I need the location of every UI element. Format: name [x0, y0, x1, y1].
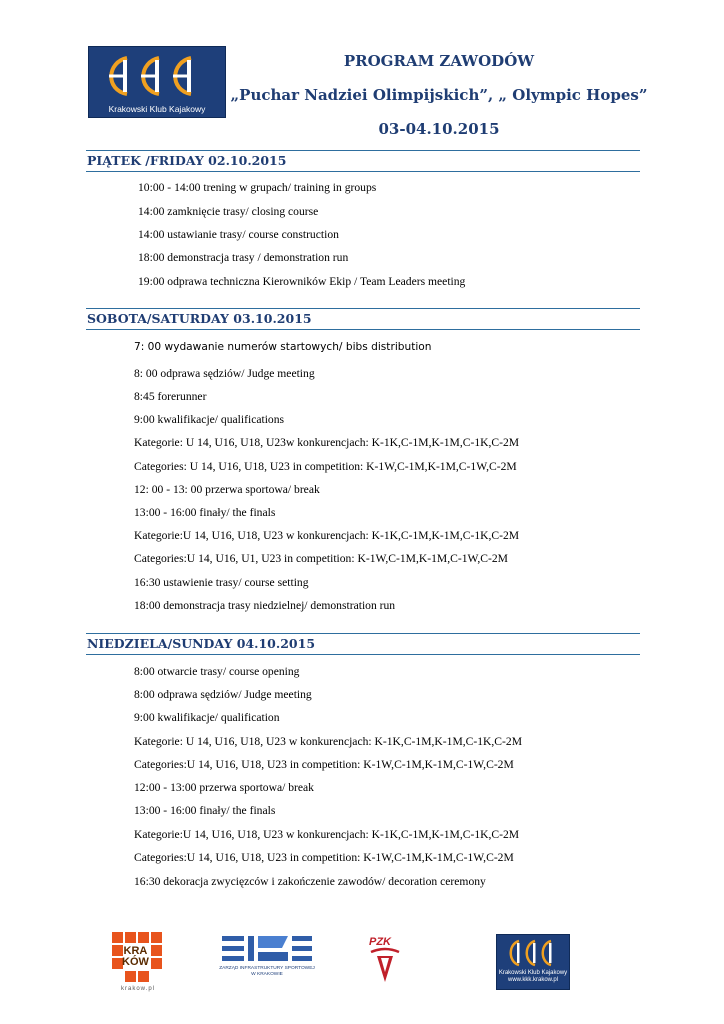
kkk-footer-caption: [497, 970, 569, 984]
schedule-item: 12:00 - 13:00 przerwa sportowa/ break: [134, 781, 314, 794]
section-saturday-heading: SOBOTA/SATURDAY 03.10.2015: [86, 308, 640, 330]
schedule-item: 9:00 kwalifikacje/ qualification: [134, 711, 280, 724]
schedule-item: Kategorie: U 14, U16, U18, U23w konkurencjach: K-1K,C-1M,K-1M,C-1K,C-2M: [134, 436, 520, 449]
schedule-item: 8: 00 odprawa sędziów/ Judge meeting: [134, 367, 315, 380]
schedule-item: Kategorie: U 14, U16, U18, U23 w konkurencjach: K-1K,C-1M,K-1M,C-1K,C-2M: [134, 735, 523, 748]
kkk-logo: [88, 46, 226, 118]
schedule-item: 8:00 otwarcie trasy/ course opening: [134, 665, 300, 678]
schedule-item: Categories:U 14, U16, U18, U23 in competition: K-1W,C-1M,K-1M,C-1W,C-2M: [134, 851, 514, 864]
title-line-2: „Puchar Nadziei Olimpijskich”, „ Olympic Hopes”: [230, 86, 648, 104]
schedule-item: 13:00 - 16:00 finały/ the finals: [134, 506, 276, 519]
schedule-item: 9:00 kwalifikacje/ qualifications: [134, 413, 285, 426]
schedule-item: 10:00 - 14:00 trening w grupach/ training in groups: [138, 181, 377, 194]
schedule-item: 18:00 demonstracja trasy / demonstration run: [138, 251, 349, 264]
schedule-item: Categories:U 14, U16, U18, U23 in competition: K-1W,C-1M,K-1M,C-1W,C-2M: [134, 758, 514, 771]
title-line-3: 03-04.10.2015: [378, 120, 500, 138]
schedule-item: Categories:U 14, U16, U1, U23 in competition: K-1W,C-1M,K-1M,C-1W,C-2M: [134, 552, 508, 565]
kkk-footer-name: Krakowski Klub Kajakowy: [498, 970, 568, 976]
zis-emblem-icon: [218, 934, 316, 966]
schedule-item: Categories: U 14, U16, U18, U23 in competition: K-1W,C-1M,K-1M,C-1W,C-2M: [134, 460, 517, 473]
schedule-item: 19:00 odprawa techniczna Kierowników Ekip / Team Leaders meeting: [138, 275, 466, 288]
logo-caption: Krakowski Klub Kajakowy: [108, 104, 206, 114]
document-title: [230, 44, 648, 146]
schedule-item: 16:30 ustawienie trasy/ course setting: [134, 576, 309, 589]
kkk-footer-url: www.kkk.krakow.pl: [507, 977, 558, 983]
zis-caption: ZARZĄD INFRASTRUKTURY SPORTOWEJ W KRAKOWIE: [219, 966, 315, 977]
schedule-item: 8:00 odprawa sędziów/ Judge meeting: [134, 688, 312, 701]
schedule-item: 12: 00 - 13: 00 przerwa sportowa/ break: [134, 483, 320, 496]
schedule-item: 16:30 dekoracja zwycięzców i zakończenie zawodów/ decoration ceremony: [134, 875, 486, 888]
schedule-item: 18:00 demonstracja trasy niedzielnej/ demonstration run: [134, 599, 396, 612]
schedule-item: 13:00 - 16:00 finały/ the finals: [134, 804, 276, 817]
krakow-logo: [112, 932, 164, 992]
schedule-item: 8:45 forerunner: [134, 390, 207, 403]
schedule-item: 14:00 ustawianie trasy/ course construction: [138, 228, 339, 241]
kayak-club-emblem-icon: [503, 938, 563, 968]
pzk-logo-text: PZK: [369, 936, 391, 948]
kayak-club-emblem-icon: [97, 52, 217, 100]
schedule-item: Kategorie:U 14, U16, U18, U23 w konkurencjach: K-1K,C-1M,K-1M,C-1K,C-2M: [134, 828, 520, 841]
schedule-item: 7: 00 wydawanie numerów startowych/ bibs distribution: [134, 341, 432, 353]
schedule-item: Kategorie:U 14, U16, U18, U23 w konkurencjach: K-1K,C-1M,K-1M,C-1K,C-2M: [134, 529, 520, 542]
title-line-1: PROGRAM ZAWODÓW: [343, 52, 535, 70]
paddle-icon: [365, 934, 405, 986]
pzk-logo: [365, 934, 405, 986]
krakow-logo-url: krakow.pl: [120, 986, 155, 992]
kkk-footer-logo: [496, 934, 570, 990]
krakow-logo-text: KRA KÓW: [122, 945, 149, 968]
zis-logo: [218, 934, 316, 982]
section-sunday-heading: NIEDZIELA/SUNDAY 04.10.2015: [86, 633, 640, 655]
schedule-item: 14:00 zamknięcie trasy/ closing course: [138, 205, 319, 218]
section-friday-heading: PIĄTEK /FRIDAY 02.10.2015: [86, 150, 640, 172]
